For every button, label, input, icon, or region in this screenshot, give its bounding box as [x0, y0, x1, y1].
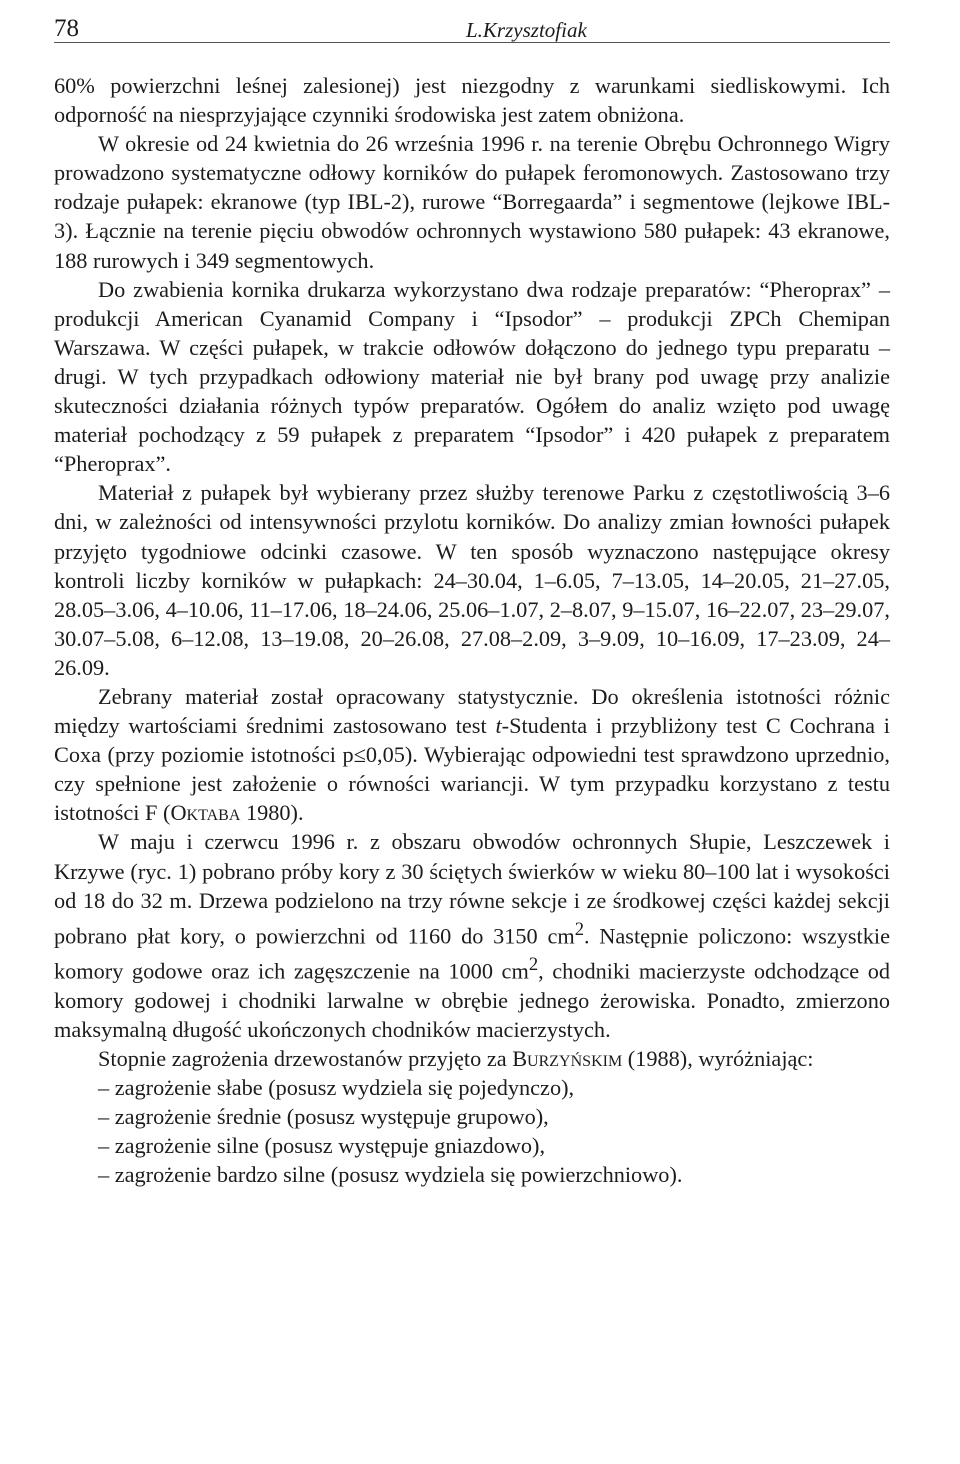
- superscript: 2: [528, 954, 539, 976]
- list-item-threat-medium: – zagrożenie średnie (posusz występuje grupowo),: [98, 1104, 549, 1130]
- citation-oktaba: Oktaba: [170, 800, 241, 826]
- text-run: W maju i czerwcu 1996 r. z obszaru obwodów ochronnych Słupie, Leszczewek i Krzywe (ryc. 1) pobrano próby kory z 30 ściętych świerków w wieku 80–100 lat i wysokości od 18 do 32 m. Drzewa podzielono na trzy równe sekcje i ze środkowej części każdej sekcji pobrano płat kory, o powierzchni od 1160 do 3150 cm: [54, 829, 890, 949]
- paragraph-control-periods: Materiał z pułapek był wybierany przez służby terenowe Parku z częstotliwością 3–6 dni, w zależności od intensywności przylotu korników. Do analizy zmian łowności pułapek przyjęto tygodniowe odcinki czasowe. W ten sposób wyznaczono następujące okresy kontroli liczby korników w pułapkach: 24–30.04, 1–6.05, 7–13.05, 14–20.05, 21–27.05, 28.05–3.06, 4–10.06, 11–17.06, 18–24.06, 25.06–1.07, 2–8.07, 9–15.07, 16–22.07, 23–29.07, 30.07–5.08, 6–12.08, 13–19.08, 20–26.08, 27.08–2.09, 3–9.09, 10–16.09, 17–23.09, 24–26.09.: [54, 480, 890, 680]
- text-run: . Następnie policzono: wszystkie komory godowe oraz ich zagęszczenie na 1000 cm: [54, 923, 890, 984]
- list-item-threat-weak: – zagrożenie słabe (posusz wydziela się pojedynczo),: [98, 1075, 575, 1101]
- paragraph-statistics: [54, 682, 890, 827]
- paragraph-lure-preparations: Do zwabienia kornika drukarza wykorzystano dwa rodzaje preparatów: “Pheroprax” – produkcji American Cyanamid Company i “Ipsodor” – produkcji ZPCh Chemipan Warszawa. W części pułapek, w trakcie odłowów dołączono do jednego typu preparatu – drugi. W tych przypadkach odłowiony materiał nie był brany pod uwagę przy analizie skuteczności działania różnych typów preparatów. Ogółem do analiz wzięto pod uwagę materiał pochodzący z 59 pułapek z preparatem “Ipsodor” i 420 pułapek z preparatem “Pheroprax”.: [54, 276, 890, 477]
- list-item-threat-very-strong: – zagrożenie bardzo silne (posusz wydziela się powierzchniowo).: [98, 1162, 683, 1188]
- t-symbol: t: [495, 713, 502, 739]
- header-rule: [54, 42, 890, 43]
- running-header-author: L.Krzysztofiak: [466, 18, 587, 42]
- citation-burzynski: Burzyńskim: [512, 1045, 623, 1071]
- text-run: Stopnie zagrożenia drzewostanów przyjęto za: [98, 1045, 513, 1071]
- text-run: 1980).: [240, 800, 304, 826]
- page-number: 78: [54, 15, 79, 42]
- list-item-threat-strong: – zagrożenie silne (posusz występuje gniazdowo),: [98, 1133, 546, 1159]
- body-text: [54, 71, 890, 1189]
- text-run: , chodniki macierzyste odchodzące od komory godowej i chodniki larwalne w obrębie jednego żerowiska. Ponadto, zmierzono maksymalną długość ukończonych chodników macierzystych.: [54, 958, 890, 1042]
- text-run: Zebrany materiał został opracowany statystycznie. Do określenia istotności różnic między wartościami średnimi zastosowano test: [54, 683, 890, 739]
- running-header: [54, 8, 890, 44]
- superscript: 2: [574, 918, 584, 940]
- text-run: -Studenta i przybliżony test C Cochrana i Coxa (przy poziomie istotności p≤0,05). Wybierając odpowiedni test sprawdzono uprzednio, czy spełnione jest założenie o równości wariancji. W tym przypadku korzystano z testu istotności F (: [54, 713, 890, 826]
- text-run: (1988), wyróżniając:: [622, 1045, 814, 1071]
- paragraph-threat-levels-intro: [54, 1044, 890, 1073]
- paragraph-continuation: 60% powierzchni leśnej zalesionej) jest niezgodny z warunkami siedliskowymi. Ich odporność na niesprzyjające czynniki środowiska jest zatem obniżona.: [54, 73, 890, 128]
- paragraph-trapping-setup: W okresie od 24 kwietnia do 26 września 1996 r. na terenie Obrębu Ochronnego Wigry prowadzono systematyczne odłowy korników do pułapek feromonowych. Zastosowano trzy rodzaje pułapek: ekranowe (typ IBL-2), rurowe “Borregaarda” i segmentowe (lejkowe IBL-3). Łącznie na terenie pięciu obwodów ochronnych wystawiono 580 pułapek: 43 ekranowe, 188 rurowych i 349 segmentowych.: [54, 131, 890, 273]
- paragraph-bark-samples: [54, 827, 890, 1044]
